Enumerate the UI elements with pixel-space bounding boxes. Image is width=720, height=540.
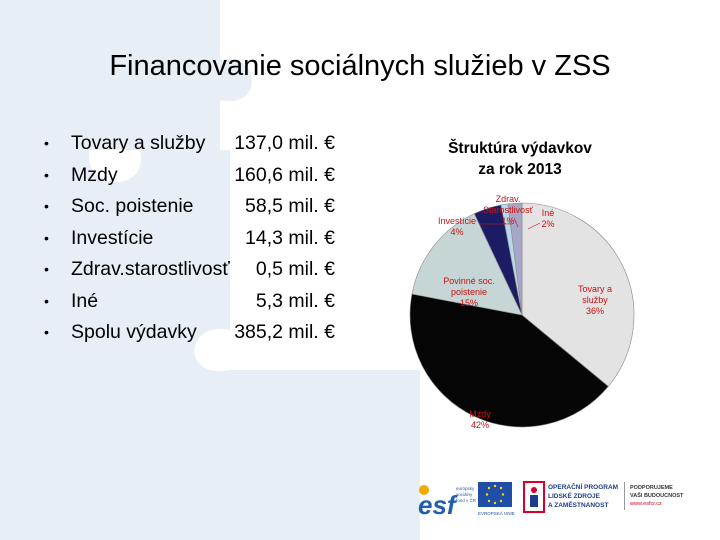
bullet-label: Investície	[71, 226, 154, 249]
bullet-item	[44, 223, 334, 255]
support-line: VAŠI BUDOUCNOST	[630, 493, 684, 499]
eu-caption: EVROPSKÁ UNIE	[478, 511, 515, 516]
chart-title-line: za rok 2013	[478, 161, 562, 178]
pie-slice-label: služby	[582, 295, 608, 305]
chart-title	[420, 138, 620, 180]
bullet-dot: •	[44, 198, 49, 214]
bullet-item	[44, 254, 334, 286]
bullet-item	[44, 128, 334, 160]
bullet-value: 385,2 mil. €	[234, 321, 335, 343]
bullet-label: Mzdy	[71, 163, 118, 186]
bullet-value: 137,0 mil. €	[234, 132, 335, 154]
chart-title-line: Štruktúra výdavkov	[448, 140, 592, 157]
pie-slice-label: 15%	[459, 298, 479, 308]
pie-slice-label: Iné	[541, 208, 555, 218]
slide-title: Financovanie sociálnych služieb v ZSS	[109, 50, 611, 82]
pie-slice-label: Povinné soc.	[443, 276, 495, 286]
esf-caption-line: sociálny	[456, 492, 473, 497]
bullet-label: Tovary a služby	[71, 132, 206, 154]
esf-caption-line: fond v ČR	[456, 498, 477, 503]
bullet-dot: •	[44, 261, 49, 277]
op-line: LIDSKÉ ZDROJE	[548, 493, 601, 500]
support-line: www.esfcr.cz	[630, 501, 662, 507]
bullet-label: Soc. poistenie	[71, 195, 194, 217]
bullet-item	[44, 191, 334, 223]
pie-slice-label: 1%	[501, 216, 515, 226]
bullet-dot: •	[44, 324, 49, 340]
pie-slice-label: poistenie	[450, 287, 488, 297]
bullet-value: 14,3 mil. €	[245, 226, 335, 249]
bullet-value: 160,6 mil. €	[234, 163, 335, 186]
bullet-item	[44, 317, 334, 349]
esf-caption-line: európsky	[456, 486, 475, 491]
bullet-label: Spolu výdavky	[71, 321, 197, 343]
bullet-item	[44, 160, 334, 192]
bullet-value: 58,5 mil. €	[245, 195, 335, 217]
bullet-dot: •	[44, 292, 49, 309]
bullet-dot: •	[44, 229, 49, 246]
pie-slice-label: Investície	[437, 216, 477, 226]
op-line: OPERAČNÍ PROGRAM	[548, 484, 619, 491]
bullet-dot: •	[44, 166, 49, 183]
bullet-dot: •	[44, 135, 49, 151]
pie-slice-label: Tovary a	[577, 284, 613, 294]
bullet-value: 5,3 mil. €	[255, 289, 335, 312]
bullet-label: Iné	[71, 289, 99, 312]
eu-flag-logo	[478, 482, 515, 516]
footer-logos	[414, 476, 684, 522]
pie-slice-label: Starostlivosť	[483, 205, 533, 215]
op-line: A ZAMĚSTNANOST	[548, 502, 609, 509]
pie-slice-label: 2%	[541, 219, 555, 229]
bullet-item	[44, 286, 334, 318]
pie-slice-label: 36%	[585, 306, 605, 316]
bullet-value: 0,5 mil. €	[255, 258, 335, 280]
pie-slice-label: 42%	[470, 420, 490, 430]
pie-slice-label: Mzdy	[469, 409, 491, 419]
support-text	[624, 482, 684, 510]
pie-slice-label: Zdrav.	[495, 194, 521, 204]
op-logo	[524, 482, 618, 512]
esf-logo	[418, 485, 477, 520]
pie-slice-label: 4%	[450, 227, 464, 237]
bullet-list	[44, 128, 334, 349]
support-line: PODPORUJEME	[630, 485, 673, 491]
esf-logo-text: esf	[418, 490, 456, 520]
bullet-label: Zdrav.starostlivosť	[71, 258, 230, 280]
